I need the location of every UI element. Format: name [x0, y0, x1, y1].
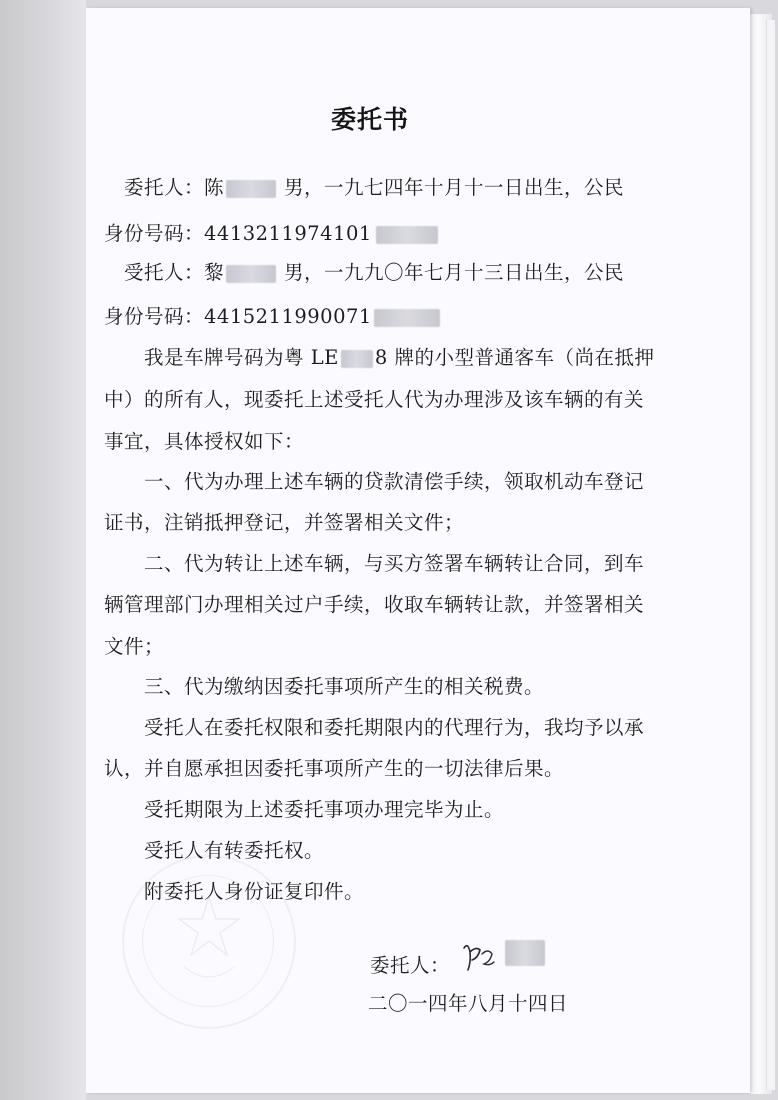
body-line: 认，并自愿承担因委托事项所产生的一切法律后果。 [104, 757, 565, 780]
agent-id-line [104, 301, 440, 329]
authorization-item-2-cont: 辆管理部门办理相关过户手续，收取车辆转让款，并签署相关 [104, 593, 645, 616]
authorization-item-2: 二、代为转让上述车辆，与买方签署车辆转让合同，到车 [144, 552, 645, 575]
redacted-plate [341, 350, 373, 368]
agent-id-label: 身份号码： [104, 305, 205, 328]
signer-label: 委托人： [370, 954, 451, 977]
redacted-id [374, 309, 440, 327]
term-line: 受托期限为上述委托事项办理完毕为止。 [144, 798, 505, 821]
principal-intro: 委托人：陈 [124, 176, 225, 199]
redacted-id [376, 226, 438, 244]
agent-intro: 受托人：黎 [124, 261, 225, 284]
body-line: 事宜，具体授权如下： [104, 430, 305, 453]
handwritten-signature-icon [460, 940, 508, 974]
redacted-name [226, 180, 276, 198]
body-line: 中）的所有人，现委托上述受托人代为办理涉及该车辆的有关 [104, 388, 645, 411]
sub-delegation-line: 受托人有转委托权。 [144, 839, 325, 862]
principal-details: 男，一九七四年十月十一日出生，公民 [284, 176, 625, 199]
document-title: 委托书 [331, 105, 410, 134]
redacted-signature [505, 940, 545, 966]
agent-details: 男，一九九〇年七月十三日出生，公民 [284, 261, 625, 284]
body-line [144, 342, 655, 370]
body-line: 受托人在委托权限和委托期限内的代理行为，我均予以承 [144, 716, 645, 739]
agent-line [124, 257, 624, 285]
authorization-item-1-cont: 证书，注销抵押登记，并签署相关文件； [104, 511, 465, 534]
paper-stack-edge-back [766, 20, 775, 1090]
authorization-item-1: 一、代为办理上述车辆的贷款清偿手续，领取机动车登记 [144, 470, 645, 493]
principal-id-line [104, 218, 438, 246]
scan-background [0, 0, 86, 1100]
principal-id-label: 身份号码： [104, 222, 205, 245]
principal-id-number: 4413211974101 [204, 222, 372, 245]
signature-date: 二〇一四年八月十四日 [368, 992, 569, 1015]
plate-intro: 我是车牌号码为粤 LE [144, 346, 339, 369]
principal-line [124, 172, 624, 200]
redacted-name [226, 265, 276, 283]
agent-id-number: 4415211990071 [204, 305, 372, 328]
authorization-item-2-cont: 文件； [104, 635, 165, 658]
authorization-item-3: 三、代为缴纳因委托事项所产生的相关税费。 [144, 675, 545, 698]
plate-suffix: 8 牌的小型普通客车（尚在抵押 [374, 346, 655, 369]
attachment-line: 附委托人身份证复印件。 [144, 880, 365, 903]
